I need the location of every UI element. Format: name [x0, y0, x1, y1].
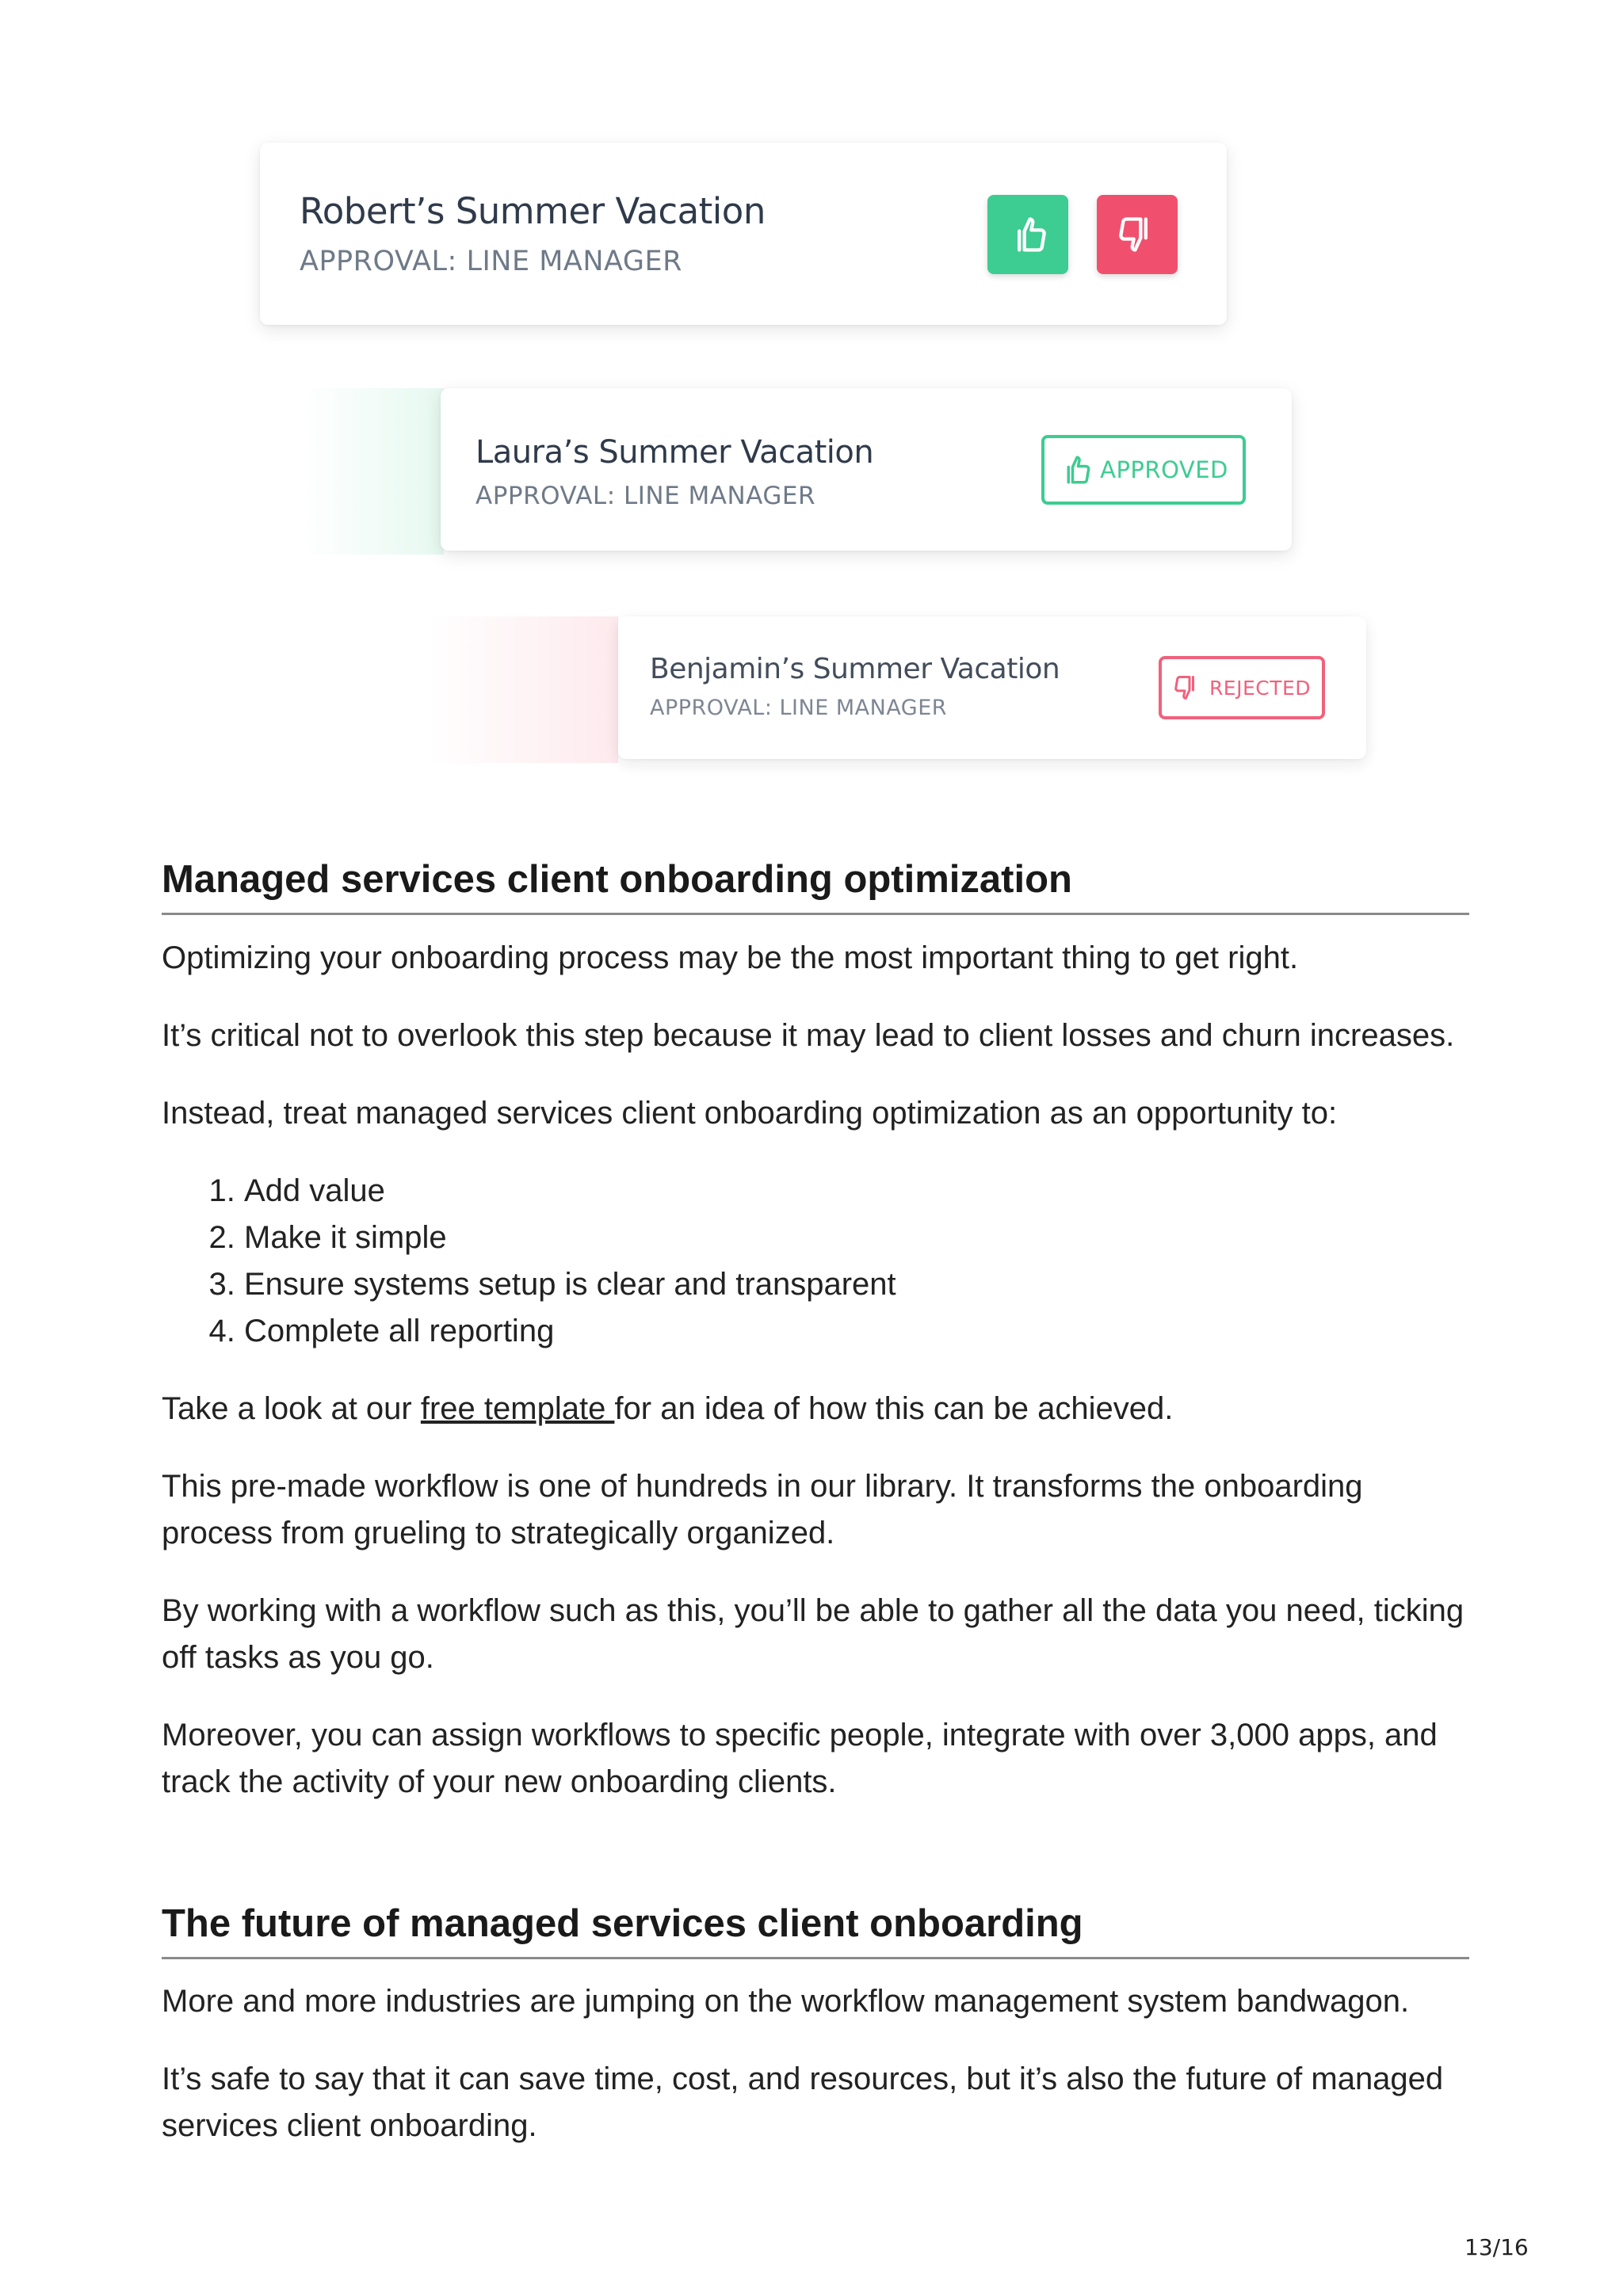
section-heading: The future of managed services client onboarding	[162, 1901, 1469, 1959]
approval-card-laura	[441, 388, 1292, 551]
list-item: 3. Ensure systems setup is clear and transparent	[244, 1261, 1469, 1308]
paragraph: It’s critical not to overlook this step because it may lead to client losses and churn increases.	[162, 1018, 1455, 1053]
list-item: 2. Make it simple	[244, 1215, 1469, 1261]
approved-status-badge	[1041, 435, 1246, 505]
section-onboarding-optimization	[162, 857, 1469, 915]
section-future-onboarding	[162, 1901, 1469, 1959]
approval-card-robert	[260, 143, 1227, 325]
card-title: Laura’s Summer Vacation	[475, 434, 874, 471]
free-template-link[interactable]: free template	[420, 1391, 615, 1426]
thumbs-down-icon	[1173, 673, 1201, 702]
paragraph: Instead, treat managed services client onboarding optimization as an opportunity to:	[162, 1096, 1338, 1131]
card-subtitle: APPROVAL: LINE MANAGER	[300, 246, 682, 277]
rejected-status-badge	[1159, 656, 1325, 719]
section2-body	[162, 1978, 1469, 2149]
section1-body	[162, 935, 1469, 1806]
paragraph: Optimizing your onboarding process may be the most important thing to get right.	[162, 940, 1299, 975]
card-subtitle: APPROVAL: LINE MANAGER	[650, 696, 948, 720]
page-number: 13/16	[1465, 2234, 1529, 2260]
card-title: Robert’s Summer Vacation	[300, 190, 766, 232]
paragraph: Moreover, you can assign workflows to specific people, integrate with over 3,000 apps, and track the activity of your new onboarding clients.	[162, 1718, 1438, 1799]
card-subtitle: APPROVAL: LINE MANAGER	[475, 482, 815, 510]
reject-button[interactable]	[1097, 195, 1178, 274]
paragraph: More and more industries are jumping on the workflow management system bandwagon.	[162, 1984, 1410, 2019]
thumbs-down-icon	[1117, 214, 1158, 255]
paragraph: It’s safe to say that it can save time, cost, and resources, but it’s also the future of managed services client onboarding.	[162, 2061, 1444, 2143]
approved-glow	[301, 388, 444, 555]
approve-button[interactable]	[987, 195, 1068, 274]
approval-card-benjamin	[618, 616, 1366, 759]
status-label: APPROVED	[1100, 456, 1228, 483]
thumbs-up-icon	[1059, 453, 1092, 486]
paragraph: This pre-made workflow is one of hundreds in our library. It transforms the onboarding process from grueling to strategically organized.	[162, 1469, 1363, 1550]
thumbs-up-icon	[1007, 214, 1048, 255]
section-heading: Managed services client onboarding optimization	[162, 857, 1469, 915]
list-item: 1. Add value	[244, 1168, 1469, 1215]
list-item: 4. Complete all reporting	[244, 1308, 1469, 1355]
opportunity-list	[162, 1168, 1469, 1355]
paragraph: Take a look at our free template for an idea of how this can be achieved.	[162, 1391, 1174, 1426]
rejected-glow	[428, 616, 618, 763]
paragraph: By working with a workflow such as this, you’ll be able to gather all the data you need, ticking off tasks as you go.	[162, 1593, 1465, 1675]
card-title: Benjamin’s Summer Vacation	[650, 653, 1060, 685]
status-label: REJECTED	[1209, 676, 1312, 700]
